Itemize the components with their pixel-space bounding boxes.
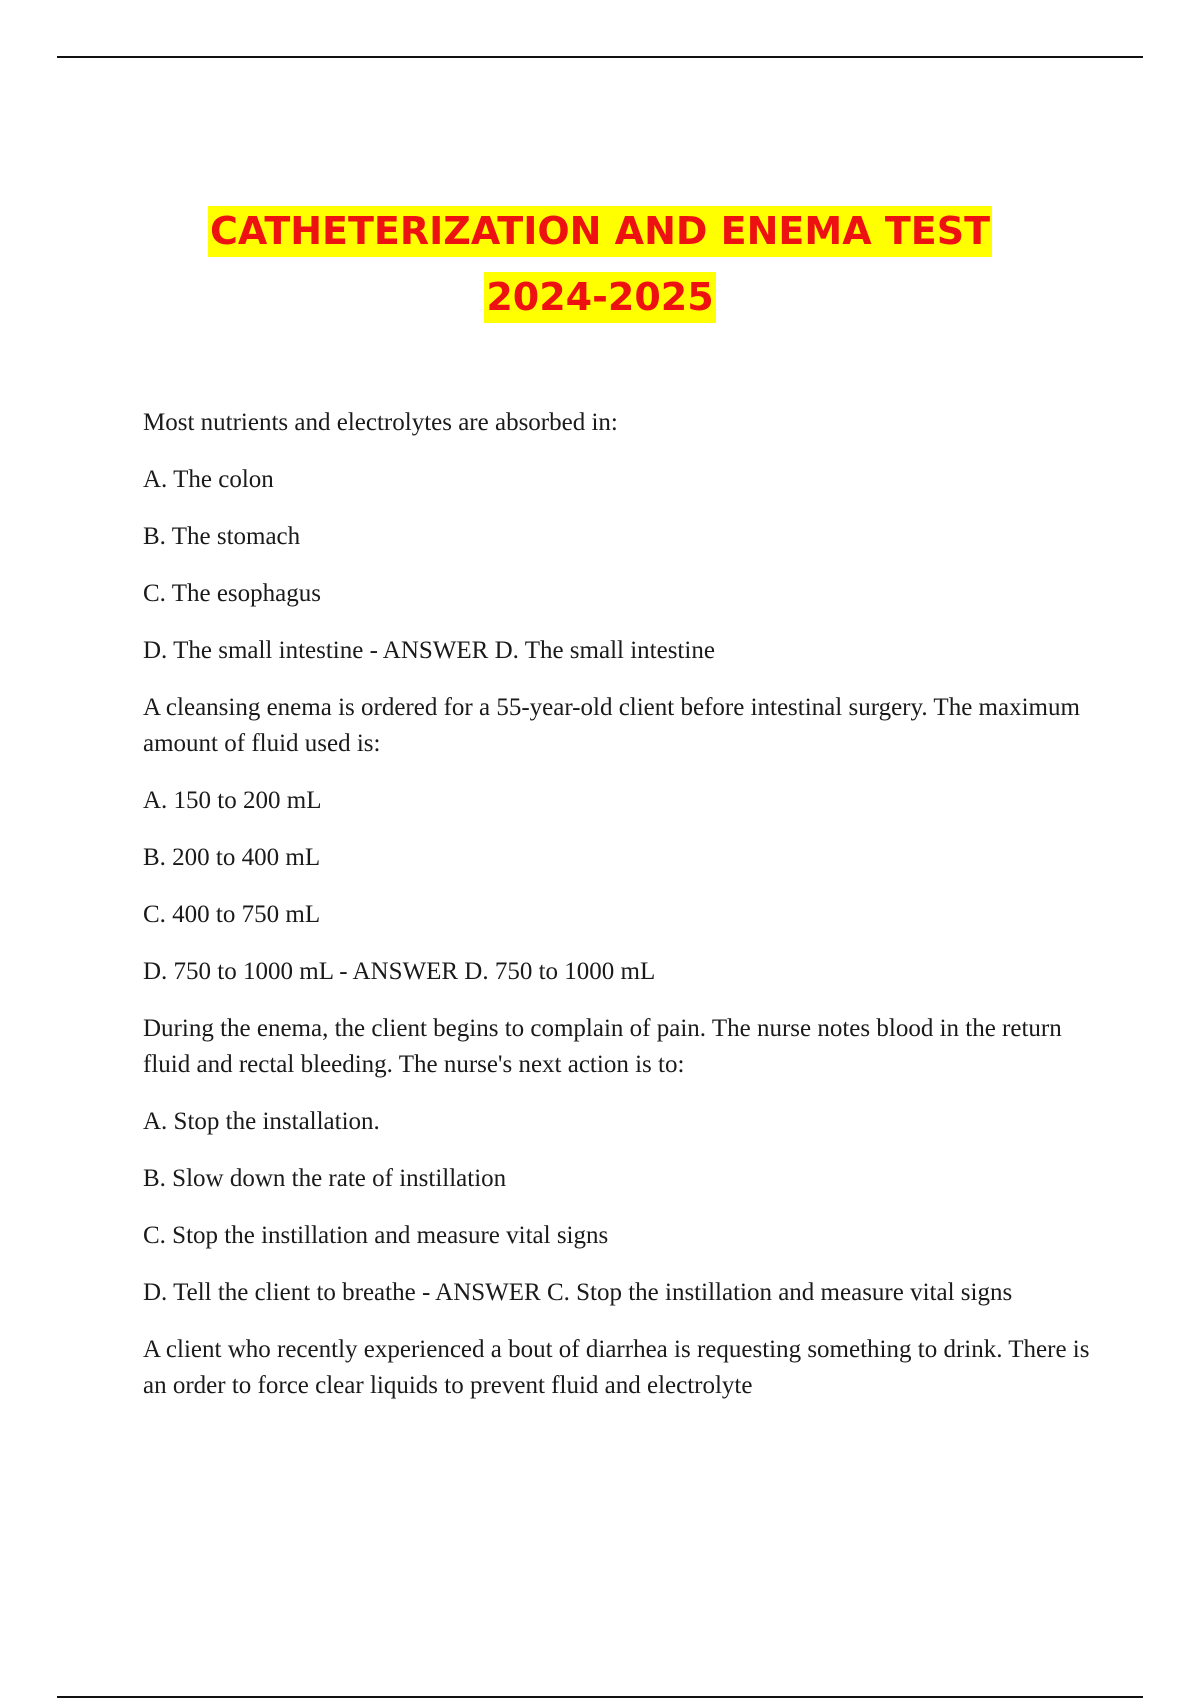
footer-rule (57, 1696, 1143, 1698)
question-1-stem: Most nutrients and electrolytes are absorbed in: (143, 409, 618, 436)
question-1-option-d-answer: D. The small intestine - ANSWER D. The small intestine (143, 637, 715, 664)
question-3-option-d-answer: D. Tell the client to breathe - ANSWER C. Stop the instillation and measure vital signs (143, 1279, 1013, 1306)
question-2-option-c: C. 400 to 750 mL (143, 901, 321, 928)
question-3-option-a: A. Stop the installation. (143, 1108, 380, 1135)
question-3-option-b: B. Slow down the rate of instillation (143, 1165, 507, 1192)
document-title (0, 198, 1200, 330)
question-2-option-b: B. 200 to 400 mL (143, 844, 321, 871)
question-4-stem: A client who recently experienced a bout of diarrhea is requesting something to drink. There is an order to force clear liquids to prevent fluid and electrolyte (143, 1336, 1090, 1399)
title-line-1: CATHETERIZATION AND ENEMA TEST (208, 206, 992, 257)
question-2-stem: A cleansing enema is ordered for a 55-year-old client before intestinal surgery. The maximum amount of fluid used is: (143, 694, 1080, 757)
question-2-option-d-answer: D. 750 to 1000 mL - ANSWER D. 750 to 1000 mL (143, 958, 656, 985)
header-rule (57, 56, 1143, 58)
question-2-option-a: A. 150 to 200 mL (143, 787, 322, 814)
title-line-2: 2024-2025 (484, 272, 715, 323)
document-body (143, 405, 1103, 1425)
question-1-option-a: A. The colon (143, 466, 274, 493)
question-3-stem: During the enema, the client begins to complain of pain. The nurse notes blood in the return fluid and rectal bleeding. The nurse's next action is to: (143, 1015, 1062, 1078)
question-1-option-c: C. The esophagus (143, 580, 321, 607)
question-1-option-b: B. The stomach (143, 523, 301, 550)
question-3-option-c: C. Stop the instillation and measure vital signs (143, 1222, 609, 1249)
